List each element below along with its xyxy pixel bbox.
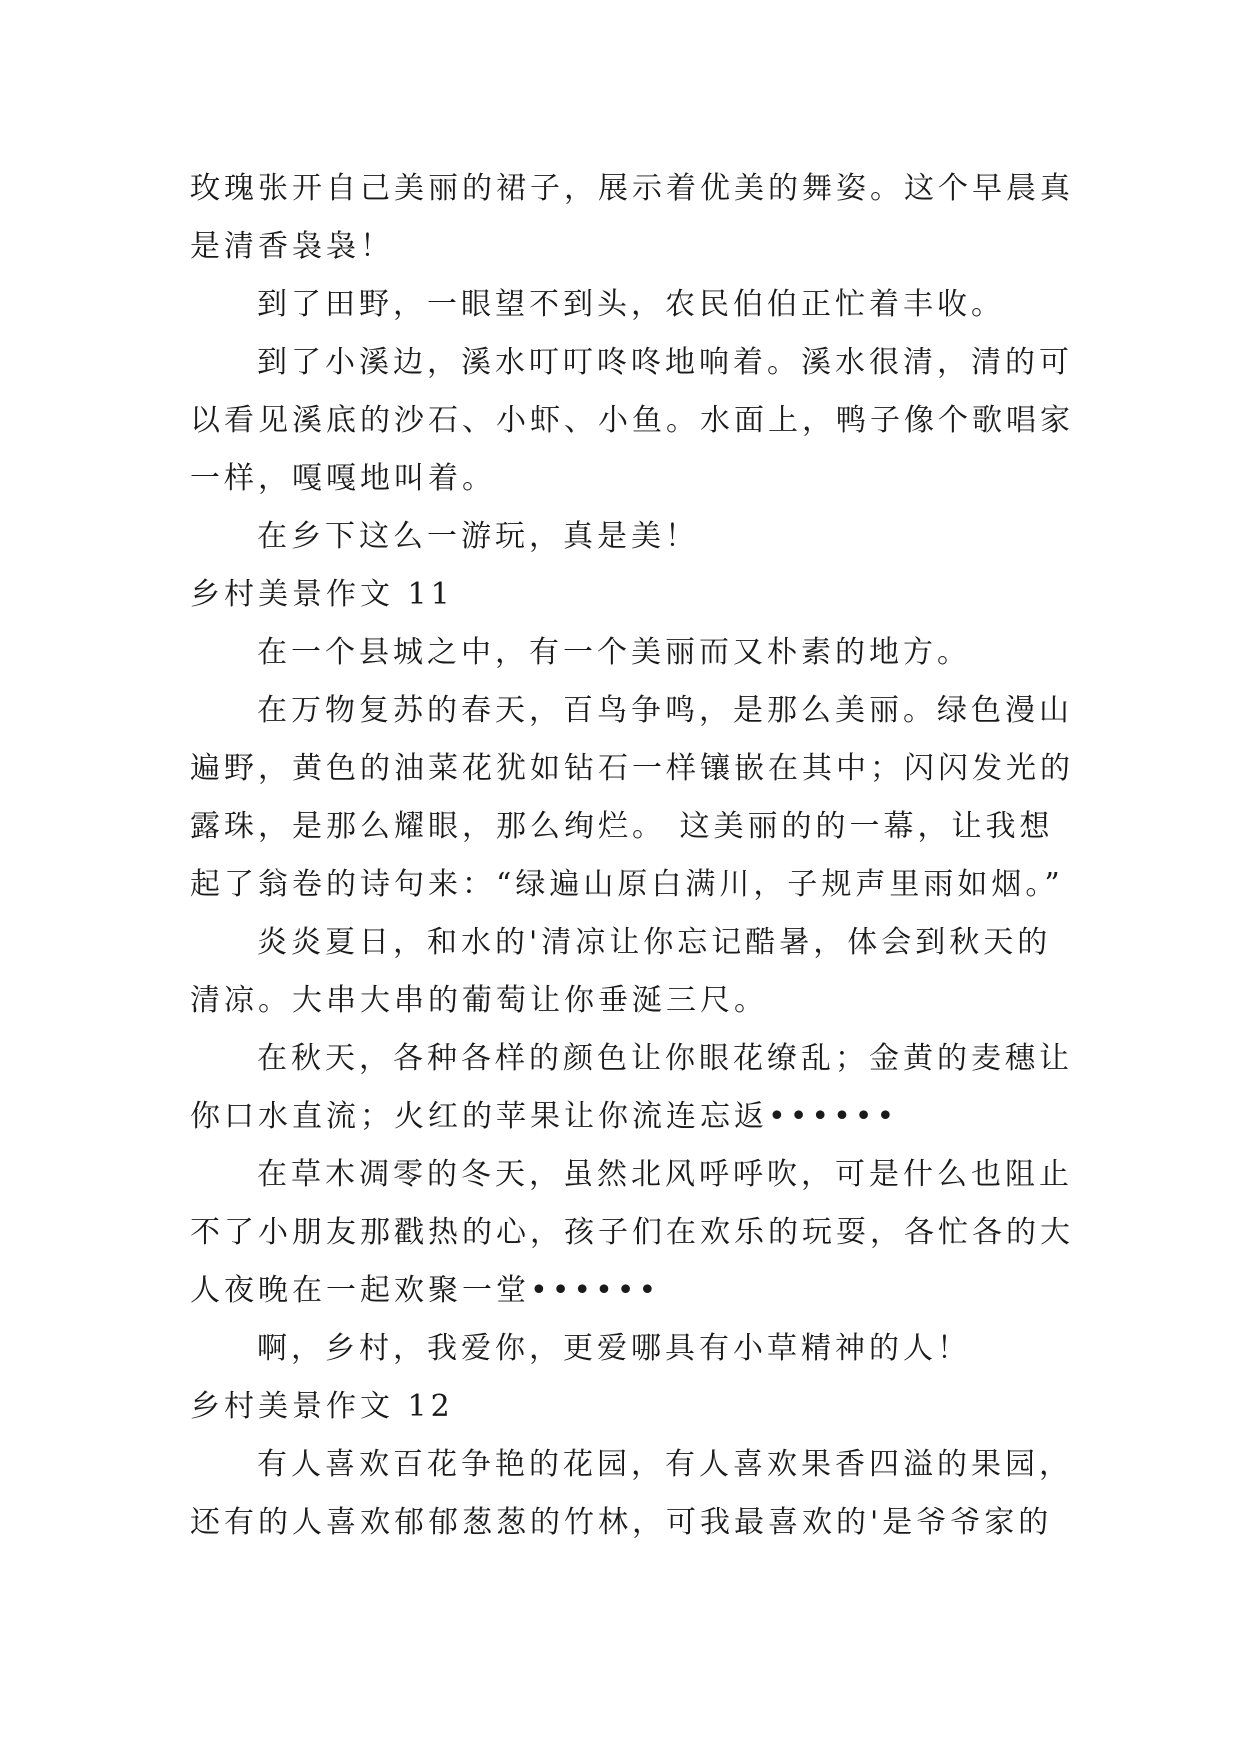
text-line: 起了翁卷的诗句来：“绿遍山原白满川，子规声里雨如烟。” [190, 867, 1064, 902]
text-line: 你口水直流；火红的苹果让你流连忘返•••••• [190, 1099, 899, 1134]
text-line: 炎炎夏日，和水的'清凉让你忘记酷暑，体会到秋天的 [257, 925, 1052, 960]
text-line: 在草木凋零的冬天，虽然北风呼呼吹，可是什么也阻止 [257, 1157, 1073, 1192]
text-line: 还有的人喜欢郁郁葱葱的竹林，可我最喜欢的'是爷爷家的 [190, 1505, 1053, 1540]
text-line: 在乡下这么一游玩，真是美！ [257, 519, 699, 554]
text-line: 遍野，黄色的油菜花犹如钻石一样镶嵌在其中；闪闪发光的 [190, 751, 1074, 786]
section-heading: 乡村美景作文 12 [190, 1389, 454, 1424]
text-line: 有人喜欢百花争艳的花园，有人喜欢果香四溢的果园， [257, 1447, 1073, 1482]
text-line: 玫瑰张开自己美丽的裙子，展示着优美的舞姿。这个早晨真 [190, 171, 1074, 206]
text-line: 啊，乡村，我爱你，更爱哪具有小草精神的人！ [257, 1331, 971, 1366]
text-line: 是清香袅袅！ [190, 229, 394, 264]
document-body [190, 160, 1074, 1552]
text-line: 不了小朋友那戳热的心，孩子们在欢乐的玩耍，各忙各的大 [190, 1215, 1074, 1250]
text-line: 露珠，是那么耀眼，那么绚烂。 这美丽的的一幕，让我想 [190, 809, 1054, 844]
text-line: 在一个县城之中，有一个美丽而又朴素的地方。 [257, 635, 971, 670]
text-line: 到了小溪边，溪水叮叮咚咚地响着。溪水很清，清的可 [257, 345, 1073, 380]
text-line: 清凉。大串大串的葡萄让你垂涎三尺。 [190, 983, 768, 1018]
section-heading: 乡村美景作文 11 [190, 577, 454, 612]
text-line: 在万物复苏的春天，百鸟争鸣，是那么美丽。绿色漫山 [257, 693, 1073, 728]
text-line: 在秋天，各种各样的颜色让你眼花缭乱；金黄的麦穗让 [257, 1041, 1073, 1076]
text-line: 到了田野，一眼望不到头，农民伯伯正忙着丰收。 [257, 287, 1005, 322]
text-line: 以看见溪底的沙石、小虾、小鱼。水面上，鸭子像个歌唱家 [190, 403, 1074, 438]
text-line: 一样，嘎嘎地叫着。 [190, 461, 496, 496]
text-line: 人夜晚在一起欢聚一堂•••••• [190, 1273, 661, 1308]
